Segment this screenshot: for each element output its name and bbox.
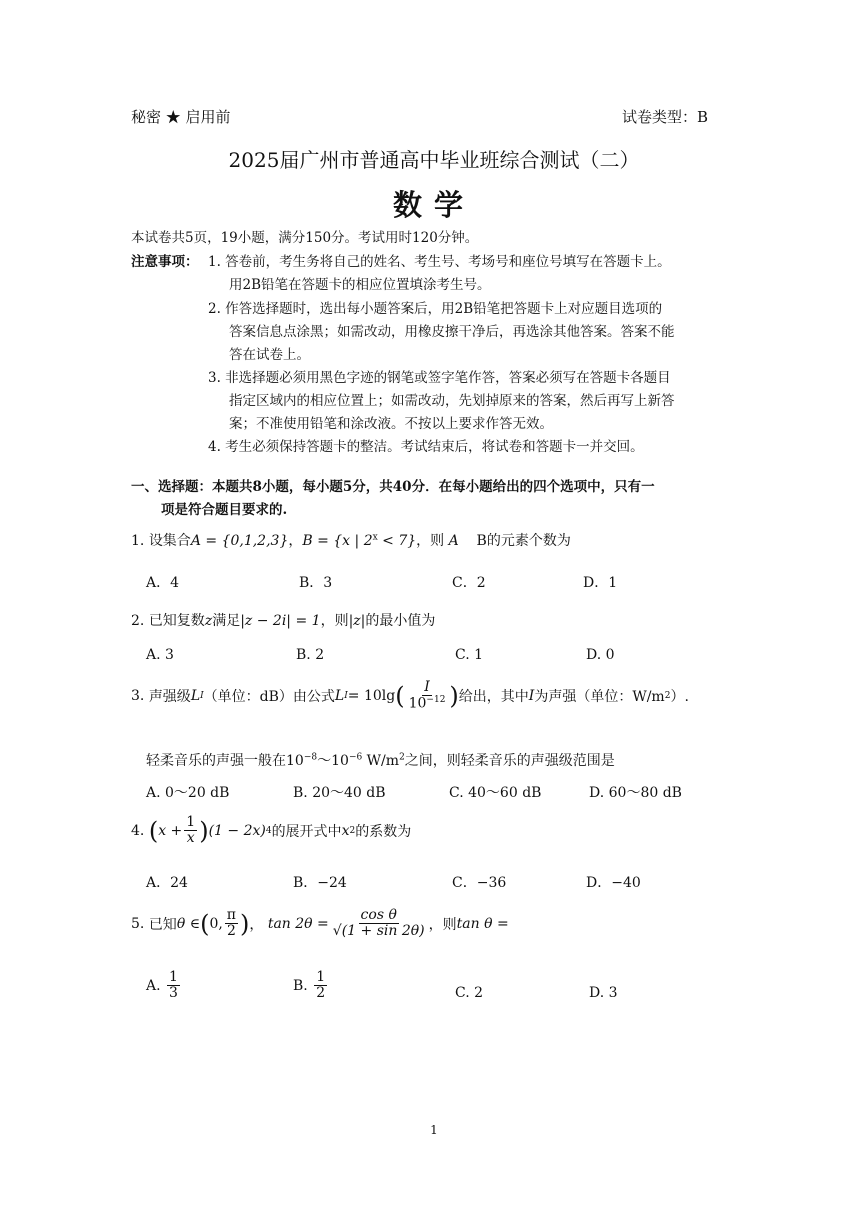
question-text: 的最小值为	[365, 613, 436, 629]
exam-intro: 本试卷共5页，19小题，满分150分。考试用时120分钟。	[131, 230, 479, 246]
option-a: A. 0～20 dB	[146, 785, 230, 801]
math-var: z	[204, 613, 213, 629]
question-text: ，	[249, 916, 264, 933]
math-abs: |z|	[348, 613, 366, 629]
option-d: D．1	[583, 575, 618, 591]
question-text: 声强级	[148, 689, 191, 706]
paren-left: (	[200, 909, 210, 938]
math-expression: θ ∈	[176, 915, 201, 932]
math-set-b: B = {x | 2	[302, 533, 373, 549]
subject-title: 数学	[392, 188, 475, 222]
math-exponent: −6	[348, 752, 363, 763]
question-text: ，则	[416, 533, 445, 549]
question-5	[131, 908, 509, 940]
fraction-denominator	[407, 696, 448, 712]
question-number: 5.	[131, 915, 145, 932]
fraction	[184, 815, 197, 847]
fraction-base: 10	[408, 696, 427, 713]
question-text: ，则	[428, 916, 457, 933]
fraction-denominator: √(1 + sin 2θ)	[332, 923, 425, 940]
section-heading-cont: 项是符合题目要求的.	[161, 502, 288, 518]
notice-line: 答案信息点涂黑；如需改动，用橡皮擦干净后，再选涂其他答案。答案不能	[229, 324, 675, 340]
question-text: ，	[288, 533, 303, 549]
math-exponent: 2	[349, 825, 356, 836]
math-set-b: < 7}	[377, 533, 417, 549]
math-subscript: I	[200, 691, 204, 702]
question-text: 已知	[148, 916, 177, 933]
option-b: B．3	[299, 575, 333, 591]
page-number: 1	[430, 1123, 438, 1137]
notice-line: 答在试卷上。	[229, 347, 310, 363]
fraction-denominator: 2	[226, 923, 236, 940]
paper-type-label: 试卷类型：B	[622, 108, 709, 126]
math-exponent: −12	[426, 695, 446, 706]
option-label: A.	[146, 977, 161, 994]
notice-label: 注意事项：	[131, 254, 199, 270]
math-exponent: 4	[265, 825, 272, 836]
option-c: C. 1	[455, 647, 484, 663]
question-text: 的系数为	[355, 823, 412, 840]
notice-line: 3. 非选择题必须用黑色字迹的钢笔或签字笔作答，答案必须写在答题卡各题目	[208, 370, 671, 386]
paren-right: )	[449, 682, 459, 711]
section-heading: 一、选择题：本题共8小题，每小题5分，共40分．在每小题给出的四个选项中，只有一	[131, 479, 655, 495]
question-text: 的展开式中	[271, 823, 342, 840]
fraction	[331, 908, 427, 940]
fraction-numerator: I	[424, 679, 430, 695]
notice-line: 用2B铅笔在答题卡的相应位置填涂考生号。	[229, 277, 491, 293]
math-exponent: x	[372, 532, 378, 543]
math-var: L	[334, 688, 345, 705]
option-b	[293, 970, 329, 1002]
question-text: 给出，其中	[458, 689, 529, 706]
question-text: 已知复数	[148, 613, 205, 629]
option-c: C．−36	[452, 875, 507, 891]
fraction-denominator: 3	[169, 985, 178, 1002]
exam-title: 2025届广州市普通高中毕业班综合测试（二）	[228, 148, 640, 172]
question-number: 2.	[131, 613, 145, 629]
math-formula: = 10lg	[347, 688, 396, 705]
math-var: I	[528, 688, 535, 705]
math-var: x	[341, 822, 350, 839]
fraction-denominator: 2	[316, 985, 326, 1002]
math-interval: 0,	[209, 915, 223, 932]
option-c: C. 2	[455, 985, 484, 1001]
fraction	[167, 970, 180, 1002]
option-d: D．−40	[586, 875, 641, 891]
question-text: ，则	[320, 613, 349, 629]
option-b: B. 2	[296, 647, 325, 663]
option-c: C. 40～60 dB	[449, 785, 542, 801]
question-text: W/m	[362, 753, 400, 769]
math-expression: x +	[158, 822, 183, 839]
notice-line: 1. 答卷前，考生务将自己的姓名、考生号、考场号和座位号填写在答题卡上。	[208, 254, 671, 270]
question-text: ～10	[317, 753, 349, 769]
math-exponent: 2	[664, 691, 671, 702]
option-c: C．2	[452, 575, 486, 591]
math-var: A	[448, 533, 459, 549]
math-var: L	[190, 688, 201, 705]
math-expression: (1 − 2x)	[208, 822, 266, 839]
fraction	[225, 908, 238, 940]
option-d: D. 0	[586, 647, 615, 663]
notice-line: 案；不准使用铅笔和涂改液。不按以上要求作答无效。	[229, 416, 553, 432]
confidential-label: 秘密 ★ 启用前	[131, 108, 231, 126]
question-text: （单位：dB）由公式	[203, 689, 335, 706]
fraction-denominator: x	[186, 830, 195, 847]
math-exponent: −8	[303, 752, 318, 763]
question-text: 满足	[212, 613, 241, 629]
math-condition: |z − 2i| = 1	[240, 613, 321, 629]
option-b: B. 20～40 dB	[293, 785, 386, 801]
question-4	[131, 815, 411, 847]
question-text: 设集合	[148, 533, 191, 549]
question-3	[131, 680, 689, 712]
math-subscript: I	[344, 691, 348, 702]
question-text: 之间，则轻柔音乐的声强级范围是	[404, 753, 615, 769]
option-d: D. 3	[589, 985, 618, 1001]
question-number: 4.	[131, 822, 145, 839]
fraction	[407, 680, 448, 712]
math-expression: tan θ =	[456, 915, 509, 932]
paren-left: (	[148, 816, 159, 845]
fraction-numerator: π	[226, 907, 236, 923]
math-expression: tan 2θ =	[267, 915, 329, 932]
math-set-a: A = {0,1,2,3}	[190, 533, 289, 549]
question-number: 3.	[131, 688, 145, 705]
option-d: D. 60～80 dB	[589, 785, 682, 801]
option-a	[146, 970, 182, 1002]
question-3-line2	[146, 750, 615, 770]
paren-right: )	[240, 909, 250, 938]
question-number: 1.	[131, 533, 145, 549]
question-text: 轻柔音乐的声强一般在10	[146, 753, 304, 769]
notice-line: 指定区域内的相应位置上；如需改动，先划掉原来的答案，然后再写上新答	[229, 393, 675, 409]
question-text: 为声强（单位：W/m	[534, 689, 665, 706]
fraction-numerator: 1	[186, 814, 196, 830]
question-text: ）.	[670, 689, 689, 706]
paren-left: (	[395, 682, 405, 711]
paren-right: )	[199, 816, 209, 845]
option-a: A．24	[146, 875, 188, 891]
fraction-numerator: cos θ	[360, 907, 397, 923]
option-a: A. 3	[146, 647, 174, 663]
option-a: A．4	[146, 575, 180, 591]
question-2	[131, 610, 435, 630]
question-text: B的元素个数为	[476, 533, 571, 549]
fraction-numerator: 1	[316, 969, 326, 985]
fraction-numerator: 1	[169, 969, 178, 985]
option-label: B.	[293, 977, 308, 994]
notice-line: 4. 考生必须保持答题卡的整洁。考试结束后，将试卷和答题卡一并交回。	[208, 439, 644, 455]
notice-line: 2. 作答选择题时，选出每小题答案后，用2B铅笔把答题卡上对应题目选项的	[208, 301, 663, 317]
question-1	[131, 530, 571, 550]
fraction	[314, 970, 327, 1002]
option-b: B．−24	[293, 875, 347, 891]
math-exponent: 2	[399, 752, 405, 763]
